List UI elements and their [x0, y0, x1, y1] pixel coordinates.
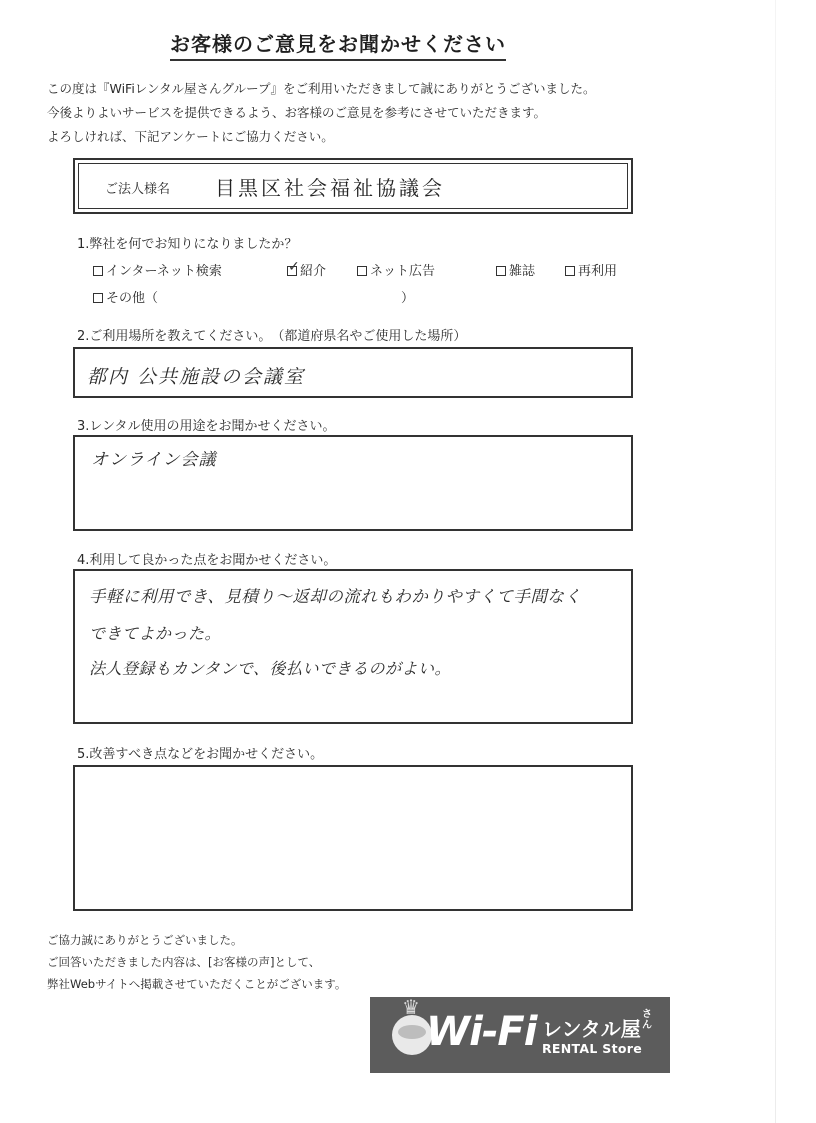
- option-other[interactable]: [93, 287, 158, 306]
- logo-en-text: RENTAL Store: [542, 1041, 642, 1056]
- option-label: 紹介: [300, 264, 327, 279]
- intro-line-3: よろしければ、下記アンケートにご協力ください。: [47, 129, 334, 144]
- answer-3-handwritten: オンライン会議: [91, 450, 217, 470]
- corporate-name-box: [73, 158, 633, 214]
- answer-4-line-1: 手軽に利用でき、見積り〜返却の流れもわかりやすくて手間なく: [89, 587, 582, 606]
- paper-fold: [775, 0, 776, 1123]
- option-label: インターネット検索: [106, 264, 222, 279]
- intro-text: [47, 77, 596, 149]
- checkbox-icon[interactable]: [93, 293, 103, 303]
- question-5: 5.改善すべき点などをお聞かせください。: [77, 747, 324, 762]
- footer-line-1: ご協力誠にありがとうございました。: [47, 933, 243, 947]
- question-1: 1.弊社を何でお知りになりましたか？: [77, 237, 298, 252]
- checkbox-icon[interactable]: [357, 266, 367, 276]
- intro-line-1: この度は『WiFiレンタル屋さんグループ』をご利用いただきまして誠にありがとうございました。: [47, 81, 596, 96]
- checkbox-icon[interactable]: [565, 266, 575, 276]
- corporate-name-label: ご法人様名: [105, 182, 171, 197]
- option-internet-search[interactable]: [93, 260, 222, 279]
- option-referral[interactable]: [287, 260, 326, 279]
- option-label: 雑誌: [509, 264, 536, 279]
- answer-box-4[interactable]: [73, 569, 633, 724]
- intro-line-2: 今後よりよいサービスを提供できるよう、お客様のご意見を参考にさせていただきます。: [47, 105, 547, 120]
- footer-text: [47, 929, 346, 995]
- other-paren-close: ）: [401, 291, 415, 306]
- answer-box-5[interactable]: [73, 765, 633, 911]
- answer-4-line-2: できてよかった。: [89, 624, 222, 643]
- answer-2-handwritten: 都内 公共施設の会議室: [87, 366, 306, 388]
- option-label: その他（: [106, 291, 159, 306]
- question-3: 3.レンタル使用の用途をお聞かせください。: [77, 419, 336, 434]
- corporate-name-handwritten: 目黒区社会福祉協議会: [215, 176, 445, 200]
- page-title: お客様のご意見をお聞かせください: [170, 28, 506, 61]
- checkbox-icon[interactable]: [496, 266, 506, 276]
- logo-jp-text: レンタル屋: [542, 1017, 641, 1041]
- logo-san-text: さん: [642, 1009, 652, 1031]
- checked-checkbox-icon[interactable]: [287, 266, 297, 276]
- brand-logo: [370, 997, 670, 1073]
- option-net-ad[interactable]: [357, 260, 435, 279]
- option-magazine[interactable]: [496, 260, 535, 279]
- footer-line-2: ご回答いただきました内容は、[お客様の声]として、: [47, 955, 321, 969]
- answer-box-2[interactable]: [73, 347, 633, 398]
- answer-4-line-3: 法人登録もカンタンで、後払いできるのがよい。: [89, 659, 452, 678]
- logo-wifi-text: Wi-Fi: [426, 1009, 537, 1055]
- option-label: ネット広告: [370, 264, 436, 279]
- answer-box-3[interactable]: [73, 435, 633, 531]
- option-reuse[interactable]: [565, 260, 617, 279]
- checkbox-icon[interactable]: [93, 266, 103, 276]
- option-label: 再利用: [578, 264, 618, 279]
- question-4: 4.利用して良かった点をお聞かせください。: [77, 553, 337, 568]
- footer-line-3: 弊社Webサイトへ掲載させていただくことがございます。: [47, 977, 347, 991]
- question-2: 2.ご利用場所を教えてください。 （都道府県名やご使用した場所）: [77, 329, 467, 344]
